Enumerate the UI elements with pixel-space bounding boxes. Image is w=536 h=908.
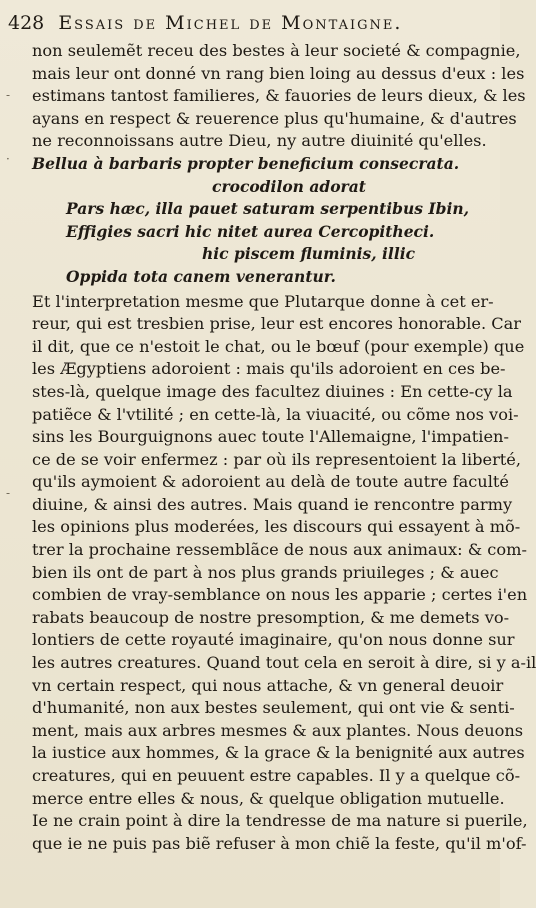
text-line: lontiers de cette royauté imaginaire, qu'on nous donne sur bbox=[32, 630, 515, 650]
text-line: vn certain respect, qui nous attache, & vn general deuoir bbox=[32, 675, 504, 695]
latin-quote-line: Effigies sacri hic nitet aurea Cercopitheci. bbox=[66, 221, 435, 241]
text-line: qu'ils aymoient & adoroient au delà de toute autre faculté bbox=[32, 472, 509, 492]
text-line: d'humanité, non aux bestes seulement, qui ont vie & senti- bbox=[32, 698, 515, 718]
text-line: la iustice aux hommes, & la grace & la benignité aux autres bbox=[32, 743, 525, 763]
text-line: les autres creatures. Quand tout cela en seroit à dire, si y a-il bbox=[32, 653, 536, 673]
latin-quote-line: Pars hæc, illa pauet saturam serpentibus Ibin, bbox=[66, 199, 470, 219]
text-line: mais leur ont donné vn rang bien loing au dessus d'eux : les bbox=[32, 63, 525, 83]
latin-quote-line: Bellua à barbaris propter beneficium consecrata. bbox=[32, 153, 460, 173]
margin-dash: - bbox=[6, 486, 11, 500]
text-line: que ie ne puis pas biẽ refuser à mon chiẽ la feste, qu'il m'of- bbox=[32, 833, 527, 853]
text-line: patiẽce & l'vtilité ; en cette-là, la viuacité, ou cõme nos voi- bbox=[32, 404, 519, 424]
text-line: les Ægyptiens adoroient : mais qu'ils adoroient en ces be- bbox=[32, 359, 506, 379]
text-line: ne reconnoissans autre Dieu, ny autre diuinité qu'elles. bbox=[32, 131, 487, 151]
text-line: bien ils ont de part à nos plus grands priuileges ; & auec bbox=[32, 562, 499, 582]
latin-quote-line: Oppida tota canem venerantur. bbox=[66, 266, 336, 286]
latin-quote-line: crocodilon adorat bbox=[212, 176, 366, 196]
text-line: reur, qui est tresbien prise, leur est encores honorable. Car bbox=[32, 314, 522, 334]
text-line: les opinions plus moderées, les discours qui essayent à mõ- bbox=[32, 517, 521, 537]
text-line: diuine, & ainsi des autres. Mais quand ie rencontre parmy bbox=[32, 494, 513, 514]
text-line: rabats beaucoup de nostre presomption, & me demets vo- bbox=[32, 607, 510, 627]
text-block bbox=[32, 40, 536, 855]
text-line: stes-là, quelque image des facultez diuines : En cette-cy la bbox=[32, 381, 513, 401]
margin-dash: - bbox=[6, 88, 11, 102]
text-line: sins les Bourguignons auec toute l'Allemaigne, l'impatien- bbox=[32, 427, 509, 447]
text-line: il dit, que ce n'estoit le chat, ou le bœuf (pour exemple) que bbox=[32, 336, 525, 356]
text-line: creatures, qui en peuuent estre capables. Il y a quelque cõ- bbox=[32, 766, 521, 785]
margin-marks bbox=[6, 46, 26, 746]
running-title: Essais de Michel de Montaigne. bbox=[58, 12, 403, 34]
text-line: ment, mais aux arbres mesmes & aux plantes. Nous deuons bbox=[32, 720, 524, 740]
page-header bbox=[8, 12, 496, 34]
text-line: non seulemẽt receu des bestes à leur societé & compagnie, bbox=[32, 41, 521, 60]
latin-quote-line: hic piscem fluminis, illic bbox=[202, 244, 416, 264]
text-line: ce de se voir enfermez : par où ils representoient la liberté, bbox=[32, 449, 522, 469]
text-line: Et l'interpretation mesme que Plutarque donne à cet er- bbox=[32, 291, 494, 311]
text-line: combien de vray-semblance on nous les apparie ; certes i'en bbox=[32, 585, 528, 605]
text-line: trer la prochaine ressemblãce de nous aux animaux: & com- bbox=[32, 540, 527, 560]
text-line: merce entre elles & nous, & quelque obligation mutuelle. bbox=[32, 788, 505, 808]
text-line: ayans en respect & reuerence plus qu'humaine, & d'autres bbox=[32, 108, 517, 128]
margin-dot: · bbox=[6, 152, 10, 166]
page-number: 428 bbox=[8, 12, 45, 34]
text-line: estimans tantost familieres, & fauories de leurs dieux, & les bbox=[32, 86, 526, 106]
text-line: Ie ne crain point à dire la tendresse de ma nature si puerile, bbox=[32, 811, 528, 831]
